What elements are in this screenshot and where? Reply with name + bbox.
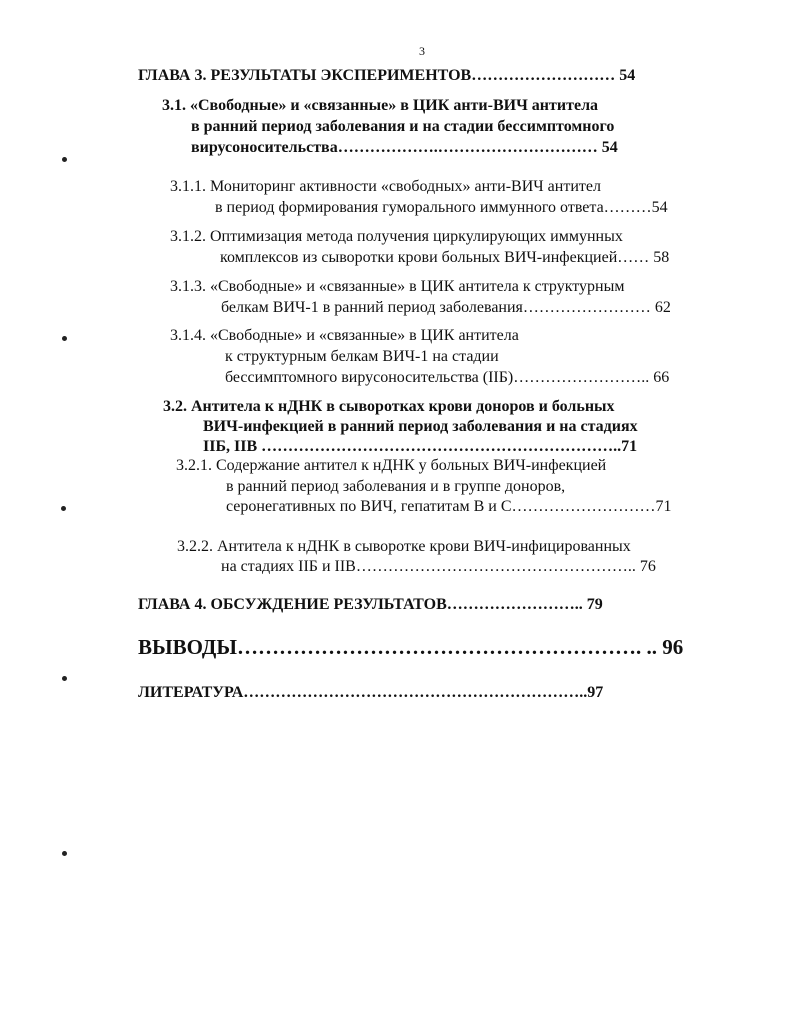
toc-section-3-2-line-1: 3.2. Антитела к нДНК в сыворотках крови доноров и больных	[163, 398, 615, 415]
toc-section-3-1-2-line-1: 3.1.2. Оптимизация метода получения циркулирующих иммунных	[170, 228, 623, 245]
toc-section-3-1-1-line-1: 3.1.1. Мониторинг активности «свободных» анти-ВИЧ антител	[170, 178, 601, 195]
toc-section-3-2-1-line-3: серонегативных по ВИЧ, гепатитам В и С………………………71	[226, 498, 672, 515]
toc-chapter-3[interactable]: ГЛАВА 3. РЕЗУЛЬТАТЫ ЭКСПЕРИМЕНТОВ……………………… 54	[138, 67, 636, 84]
toc-section-3-1-4-line-3: бессимптомного вирусоносительства (IIБ)…………………….. 66	[225, 369, 670, 386]
toc-section-3-2-line-2: ВИЧ-инфекцией в ранний период заболевания и на стадиях	[203, 418, 638, 435]
toc-section-3-2-2-line-1: 3.2.2. Антитела к нДНК в сыворотке крови ВИЧ-инфицированных	[177, 538, 631, 555]
toc-section-3-2-line-3: IIБ, IIВ …………………………………………………………..71	[203, 438, 638, 455]
toc-section-3-1-3-line-2: белкам ВИЧ-1 в ранний период заболевания…………………… 62	[221, 299, 671, 316]
toc-section-3-1-4-line-2: к структурным белкам ВИЧ-1 на стадии	[225, 348, 499, 365]
margin-dot-mark	[62, 157, 67, 162]
page-number: 3	[419, 44, 425, 58]
toc-section-3-1-2-line-2: комплексов из сыворотки крови больных ВИЧ-инфекцией…… 58	[220, 249, 670, 266]
toc-section-3-1-line-1: 3.1. «Свободные» и «связанные» в ЦИК анти-ВИЧ антитела	[162, 97, 599, 114]
toc-chapter-4[interactable]: ГЛАВА 4. ОБСУЖДЕНИЕ РЕЗУЛЬТАТОВ…………………….. 79	[138, 596, 603, 613]
toc-section-3-1-4-line-1: 3.1.4. «Свободные» и «связанные» в ЦИК антитела	[170, 327, 519, 344]
toc-section-3-2-1-line-2: в ранний период заболевания и в группе доноров,	[226, 478, 566, 495]
margin-dot-mark	[62, 851, 67, 856]
toc-section-3-2-1-line-1: 3.2.1. Содержание антител к нДНК у больных ВИЧ-инфекцией	[176, 457, 607, 474]
toc-section-3-1-line-3: вирусоносительства……………….………………………… 54	[191, 139, 618, 156]
toc-literature[interactable]: ЛИТЕРАТУРА………………………………………………………..97	[138, 684, 604, 701]
margin-dot-mark	[62, 676, 67, 681]
margin-dot-mark	[61, 506, 66, 511]
margin-dot-mark	[62, 336, 67, 341]
toc-section-3-1-1-line-2: в период формирования гуморального иммунного ответа………54	[215, 199, 668, 216]
toc-section-3-1-line-2: в ранний период заболевания и на стадии бессимптомного	[191, 118, 615, 135]
toc-section-3-1-3-line-1: 3.1.3. «Свободные» и «связанные» в ЦИК антитела к структурным	[170, 278, 625, 295]
toc-section-3-2-2-line-2: на стадиях IIБ и IIВ…………………………………………….. 76	[221, 558, 656, 575]
toc-conclusions[interactable]: ВЫВОДЫ…………………………………………………. .. 96	[138, 635, 684, 659]
